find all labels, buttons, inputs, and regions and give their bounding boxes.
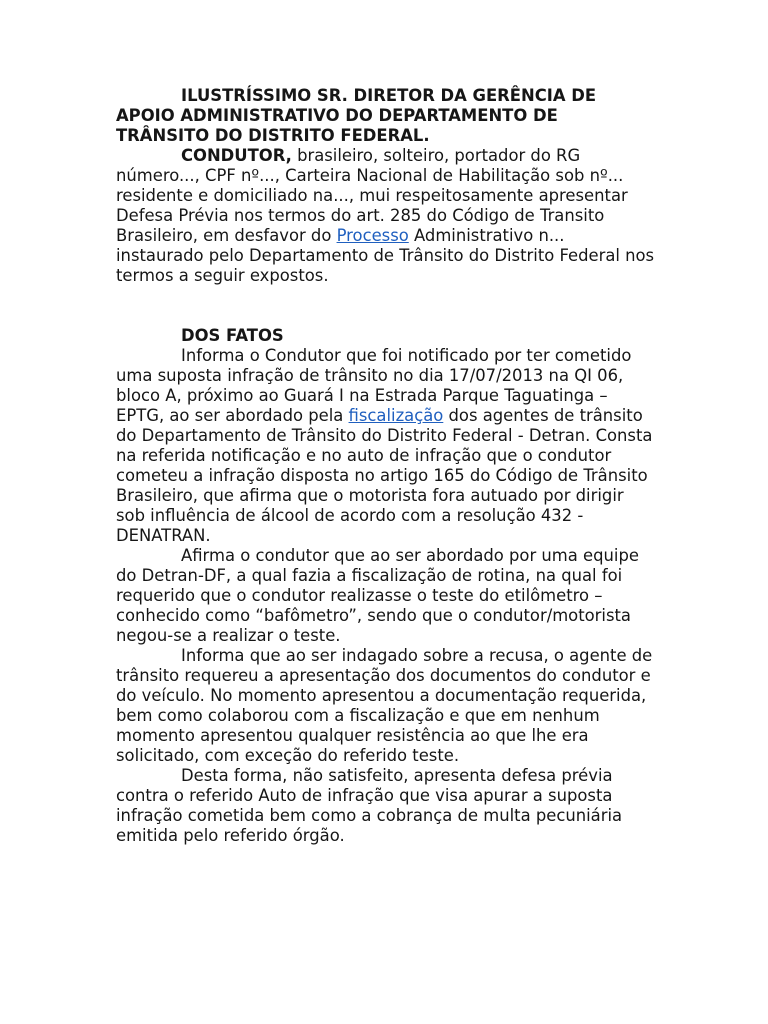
processo-link[interactable]: Processo	[336, 226, 409, 245]
facts-paragraph-2: Afirma o condutor que ao ser abordado por uma equipe do Detran-DF, a qual fazia a fiscalização de rotina, na qual foi requerido que o condutor realizasse o teste do etilômetro – conhecido como “bafômetro”, sendo que o condutor/motorista negou-se a realizar o teste.	[116, 546, 639, 645]
intro-text-after-link: Administrativo n... instaurado pelo Departamento de Trânsito do Distrito Federal nos termos a seguir expostos.	[116, 226, 655, 285]
section-title: DOS FATOS	[181, 326, 284, 345]
facts-p1-after-link: dos agentes de trânsito do Departamento de Trânsito do Distrito Federal - Detran. Consta na referida notificação e no auto de infração que o condutor cometeu a infração disposta no artigo 165 do Código de Trânsito Brasileiro, que afirma que o motorista fora autuado por dirigir sob influência de álcool de acordo com a resolução 432 - DENATRAN.	[116, 406, 653, 545]
paragraph-spacer	[116, 286, 656, 326]
intro-lead: CONDUTOR,	[181, 146, 292, 165]
document-heading: ILUSTRÍSSIMO SR. DIRETOR DA GERÊNCIA DE APOIO ADMINISTRATIVO DO DEPARTAMENTO DE TRÂNSITO DO DISTRITO FEDERAL.	[116, 86, 597, 145]
fiscalizacao-link[interactable]: fiscalização	[348, 406, 444, 425]
document-page	[116, 86, 656, 846]
facts-paragraph-1	[116, 346, 656, 546]
facts-paragraph-4: Desta forma, não satisfeito, apresenta defesa prévia contra o referido Auto de infração que visa apurar a suposta infração cometida bem como a cobrança de multa pecuniária emitida pelo referido órgão.	[116, 766, 623, 845]
facts-paragraph-3: Informa que ao ser indagado sobre a recusa, o agente de trânsito requereu a apresentação dos documentos do condutor e do veículo. No momento apresentou a documentação requerida, bem como colaborou com a fiscalização e que em nenhum momento apresentou qualquer resistência ao que lhe era solicitado, com exceção do referido teste.	[116, 646, 653, 765]
intro-paragraph	[116, 146, 656, 286]
facts-p1-before-link: Informa o Condutor que foi notificado por ter cometido uma suposta infração de trânsito no dia 17/07/2013 na QI 06, bloco A, próximo ao Guará I na Estrada Parque Taguatinga – EPTG, ao ser abordado pela	[116, 346, 632, 425]
intro-text-before-link: brasileiro, solteiro, portador do RG número..., CPF nº..., Carteira Nacional de Habilitação sob nº... residente e domiciliado na..., mui respeitosamente apresentar Defesa Prévia nos termos do art. 285 do Código de Transito Brasileiro, em desfavor do	[116, 146, 628, 245]
